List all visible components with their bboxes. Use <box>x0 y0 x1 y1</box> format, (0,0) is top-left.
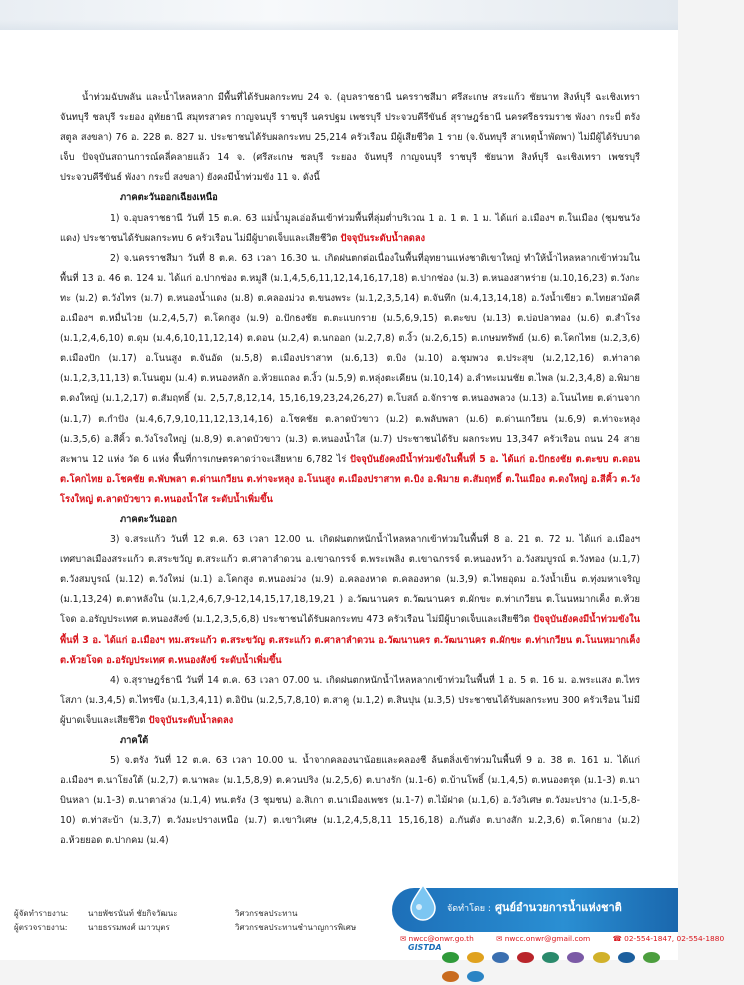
partner-logo-icon <box>567 952 584 963</box>
partner-logo-icon <box>467 952 484 963</box>
intro-paragraph: น้ำท่วมฉับพลัน และน้ำไหลหลาก มีพื้นที่ได้รับผลกระทบ 24 จ. (อุบลราชธานี นครราชสีมา ศรีสะเกษ สระแก้ว ชัยนาท สิงห์บุรี ฉะเชิงเทรา จันทบุรี ชลบุรี ระยอง อุทัยธานี สมุทรสาคร กาญจนบุรี ราชบุรี นครปฐม เพชรบุรี ประจวบคีรีขันธ์ สุราษฎร์ธานี นครศรีธรรมราช พังงา กระบี่ ตรัง สตูล สงขลา) 76 อ. 228 ต. 827 ม. ประชาชนได้รับผลกระทบ 25,214 ครัวเรือน มีผู้เสียชีวิต 1 ราย (จ.จันทบุรี สาเหตุน้ำพัดพา) ไม่มีผู้ได้รับบาดเจ็บ ปัจจุบันสถานการณ์คลี่คลายแล้ว 14 จ. (ศรีสะเกษ ชลบุรี ระยอง จันทบุรี กาญจนบุรี ราชบุรี ชัยนาท สิงห์บุรี ฉะเชิงเทรา เพชรบุรี ประจวบคีรีขันธ์ พังงา กระบี่ สงขลา) ยังคงมีน้ำท่วมขัง 11 จ. ดังนี้ <box>60 92 640 184</box>
phone: ☎ 02-554-1847, 02-554-1880 <box>612 934 725 943</box>
author-label-1: ผู้จัดทำรายงาน: <box>14 909 69 918</box>
province-item-4 <box>60 671 640 731</box>
gistda-logo: GISTDA <box>408 943 442 952</box>
item-3-status: ปัจจุบันยังคงมีน้ำท่วมขังในพื้นที่ 3 อ. ได้แก่ อ.เมืองฯ ทม.สระแก้ว ต.สระขวัญ ต.สระแก้ว ต.ศาลาลำดวน อ.วัฒนานคร ต.วัฒนานคร ต.ผักขะ ต.ท่าเกวียน ต.โนนหมากเค็ง ต.ห้วยโจด อ.อรัญประเทศ ต.หนองสังข์ ระดับน้ำเพิ่มขึ้น <box>60 614 640 666</box>
partner-logo-icon <box>593 952 610 963</box>
partner-logo-icon <box>643 952 660 963</box>
item-2-text: 2) จ.นครราชสีมา วันที่ 8 ต.ค. 63 เวลา 16.30 น. เกิดฝนตกต่อเนื่องในพื้นที่อุทยานแห่งชาติเขาใหญ่ ทำให้น้ำไหลหลากเข้าท่วมในพื้นที่ 13 อ. 46 ต. 124 ม. ได้แก่ อ.ปากช่อง ต.หมูสี (ม.1,4,5,6,11,12,14,16,17,18) ต.ปากช่อง (ม.3) ต.หนองสาหร่าย (ม.10,16,23) ต.วังกะทะ (ม.2) ต.วังไทร (ม.7) ต.หนองน้ำแดง (ม.8) ต.คลองม่วง ต.ขนงพระ (ม.1,2,3,5,14) ต.จันทึก (ม.4,13,14,18) อ.วังน้ำเขียว ต.ไทยสามัคคี อ.เมืองฯ ต.หมื่นไวย (ม.2,4,5,7) ต.โคกสูง (ม.9) อ.ปักธงชัย ต.ตะแบกราย (ม.5,6,9,15) ต.ตะขบ (ม.13) ต.บ่อปลาทอง (ม.6) ต.สำโรง (ม.1,2,4,6,10) ต.ดุม (ม.4,6,10,11,12,14) ต.ดอน (ม.2,4) ต.นกออก (ม.2,7,8) ต.งิ้ว (ม.2,6,15) ต.เกษมทรัพย์ (ม.6) ต.โคกไทย (ม.2,3,6) ต.เมืองปัก (ม.17) อ.โนนสูง ต.จันอัด (ม.5,8) ต.เมืองปราสาท (ม.6,13) ต.บิง (ม.10) อ.ชุมพวง ต.ประสุข (ม.2,12,16) ต.ท่าลาด (ม.1,2,3,11,13) ต.โนนตูม (ม.4) ต.หนองหลัก อ.ห้วยแถลง ต.งิ้ว (ม.5,9) ต.หลุ่งตะเคียน (ม.10,14) อ.ลำทะเมนชัย ต.ไพล (ม.2,3,4,8) อ.พิมาย ต.ดงใหญ่ (ม.1,2,17) ต.สัมฤทธิ์ (ม. 2,5,7,8,12,14, 15,16,19,23,24,26,27) ต.โบสถ์ อ.จักราช ต.หนองพลวง (ม.13) อ.โนนไทย ต.ด่านจาก (ม.1,7) ต.กำปัง (ม.4,6,7,9,10,11,12,13,14,16) อ.โชคชัย ต.ลาดบัวขาว (ม.2) ต.พลับพลา (ม.6) ต.ด่านเกวียน (ม.6,9) ต.ท่าจะหลุง (ม.3,5,6) อ.สีคิ้ว ต.วังโรงใหญ่ (ม.8,9) ต.ลาดบัวขาว (ม.3) ต.หนองน้ำใส (ม.7) ประชาชนได้รับ ผลกระทบ 13,347 ครัวเรือน ถนน 24 สาย สะพาน 12 แห่ง วัด 6 แห่ง พื้นที่การเกษตรคาดว่าจะเสียหาย 6,782 ไร่ <box>60 252 640 465</box>
header-wave <box>0 20 678 30</box>
report-footer <box>0 901 725 960</box>
partner-logo-icon <box>442 971 459 982</box>
region-heading-east: ภาคตะวันออก <box>120 513 177 525</box>
author-label-2: ผู้ตรวจรายงาน: <box>14 923 68 932</box>
item-4-text: 4) จ.สุราษฎร์ธานี วันที่ 14 ต.ค. 63 เวลา 07.00 น. เกิดฝนตกหนักน้ำไหลหลากเข้าท่วมในพื้นที่ 1 อ. 5 ต. 16 ม. อ.พระแสง ต.ไทรโสภา (ม.3,4,5) ต.ไทรขึง (ม.1,3,4,11) ต.อิปัน (ม.2,5,7,8,10) ต.สาคู (ม.1,2) ต.สินปุน (ม.3,5) ประชาชนได้รับผลกระทบ 300 ครัวเรือน ไม่มีผู้บาดเจ็บและเสียชีวิต <box>60 674 640 726</box>
water-drop-icon <box>408 883 438 921</box>
email-1-text: nwcc@onwr.go.th <box>408 934 474 943</box>
province-item-5: 5) จ.ตรัง วันที่ 12 ต.ค. 63 เวลา 10.00 น. น้ำจากคลองนาน้อยและคลองชี ล้นตลิ่งเข้าท่วมในพื้นที่ 9 อ. 38 ต. 161 ม. ได้แก่ อ.เมืองฯ ต.นาโยงใต้ (ม.2,7) ต.นาพละ (ม.1,5,8,9) ต.ควนปริง (ม.2,5,6) ต.บางรัก (ม.1-6) ต.บ้านโพธิ์ (ม.1,4,5) ต.หนองตรุด (ม.1-3) ต.นาบินหลา (ม.1-3) ต.นาตาล่วง (ม.1,4) ทน.ตรัง (3 ชุมชน) อ.สิเกา ต.นาเมืองเพชร (ม.1-7) ต.ไม้ฝาด (ม.1,6) อ.วังวิเศษ ต.วังมะปราง (ม.1-5,8-10) ต.ท่าสะบ้า (ม.3,7) ต.วังมะปรางเหนือ (ม.7) ต.เขาวิเศษ (ม.1,2,4,5,8,11 15,16,18) อ.กันตัง ต.บางสัก ม.2,3,6) ต.โคกยาง (ม.2) อ.ห้วยยอด ต.ปากคม (ม.4) <box>60 755 640 847</box>
org-name: ศูนย์อำนวยการน้ำแห่งชาติ <box>494 901 622 914</box>
email-2-text: nwcc.onwr@gmail.com <box>504 934 591 943</box>
position-1: วิศวกรชลประทาน <box>235 909 298 918</box>
contact-row <box>400 934 744 943</box>
email-2[interactable]: ✉ nwcc.onwr@gmail.com <box>496 934 591 943</box>
partner-logo-icon <box>542 952 559 963</box>
prepared-by-label: จัดทำโดย : <box>447 904 491 914</box>
position-2: วิศวกรชลประทานชำนาญการพิเศษ <box>235 923 357 932</box>
item-1-text: 1) จ.อุบลราชธานี วันที่ 15 ต.ค. 63 แม่น้ำมูลเอ่อล้นเข้าท่วมพื้นที่ลุ่มต่ำบริเวณ 1 อ. 1 ต. 1 ม. ได้แก่ อ.เมืองฯ ต.ในเมือง (ชุมชนวังแดง) ประชาชนได้รับผลกระทบ 6 ครัวเรือน ไม่มีผู้บาดเจ็บและเสียชีวิต <box>60 212 640 244</box>
phone-text: 02-554-1847, 02-554-1880 <box>624 934 725 943</box>
partner-logo-icon <box>442 952 459 963</box>
footer-authors <box>14 907 188 935</box>
author-name-2: นายธรรมพงศ์ เมาวบุตร <box>88 923 170 932</box>
partner-logo-icon <box>618 952 635 963</box>
item-3-text: 3) จ.สระแก้ว วันที่ 12 ต.ค. 63 เวลา 12.00 น. เกิดฝนตกหนักน้ำไหลหลากเข้าท่วมในพื้นที่ 8 อ. 21 ต. 72 ม. ได้แก่ อ.เมืองฯ เทศบาลเมืองสระแก้ว ต.สระขวัญ ต.สระแก้ว ต.ศาลาลำดวน อ.เขาฉกรรจ์ ต.พระเพลิง ต.เขาฉกรรจ์ ต.หนองหว้า อ.วังสมบูรณ์ ต.วังทอง (ม.1,7) ต.วังสมบูรณ์ (ม.12) ต.วังใหม่ (ม.1) อ.โคกสูง ต.หนองม่วง (ม.9) อ.คลองหาด ต.คลองหาด (ม.3,9) ต.ไทยอุดม อ.วังน้ำเย็น ต.ทุ่งมหาเจริญ (ม.1,13,24) ต.ตาหลังใน (ม.1,2,4,6,7,9-12,14,15,17,18,19,21 ) อ.วัฒนานคร ต.วัฒนานคร ต.ผักขะ ต.ท่าเกวียน ต.โนนหมากเค็ง ต.ห้วยโจด อ.อรัญประเทศ ต.หนองสังข์ (ม.1,2,3,5,6,8) ประชาชนได้รับผลกระทบ 473 ครัวเรือน ไม่มีผู้บาดเจ็บและเสียชีวิต <box>60 534 640 626</box>
report-body <box>60 88 640 852</box>
item-4-status: ปัจจุบันระดับน้ำลดลง <box>148 714 234 726</box>
partner-logo-icon <box>467 971 484 982</box>
province-item-1 <box>60 209 640 249</box>
partner-logos <box>390 947 678 961</box>
author-name-1: นายพัชรนันท์ ชัยกิจวัฒนะ <box>88 909 178 918</box>
region-heading-south: ภาคใต้ <box>120 735 149 746</box>
org-title <box>447 898 622 916</box>
partner-logo-icon <box>517 952 534 963</box>
province-item-2 <box>60 249 640 510</box>
header-banner <box>0 0 678 30</box>
region-heading-northeast: ภาคตะวันออกเฉียงเหนือ <box>120 192 218 204</box>
footer-positions <box>235 907 356 935</box>
province-item-3 <box>60 530 640 671</box>
item-2-status: ปัจจุบันยังคงมีน้ำท่วมขังในพื้นที่ 5 อ. ได้แก่ อ.ปักธงชัย ต.ตะขบ ต.ดอน ต.โคกไทย อ.โชคชัย ต.พับพลา ต.ด่านเกวียน ต.ท่าจะหลุง อ.โนนสูง ต.เมืองปราสาท ต.บิง อ.พิมาย ต.สัมฤทธิ์ ต.ในเมือง ต.ดงใหญ่ อ.สีคิ้ว ต.วังโรงใหญ่ ต.ลาดบัวขาว ต.หนองน้ำใส ระดับน้ำเพิ่มขึ้น <box>60 453 640 505</box>
email-1[interactable]: ✉ nwcc@onwr.go.th <box>400 934 474 943</box>
partner-logo-icon <box>492 952 509 963</box>
item-1-status: ปัจจุบันระดับน้ำลดลง <box>340 232 426 244</box>
